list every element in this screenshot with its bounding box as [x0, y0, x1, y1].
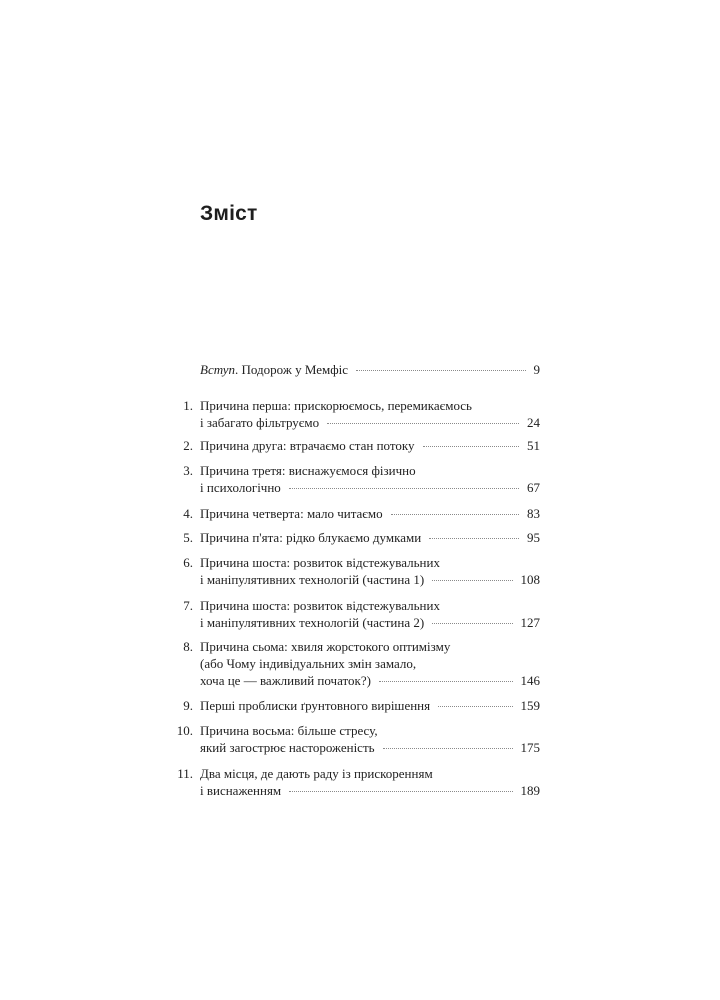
- toc-entry[interactable]: [160, 437, 540, 454]
- intro-label: Вступ: [200, 362, 236, 377]
- chapter-title-line: який загострює настороженість: [200, 740, 375, 755]
- dot-leader: [383, 748, 513, 749]
- chapter-title-line: Два місця, де дають раду із прискоренням: [200, 766, 433, 781]
- chapter-number: 10.: [176, 723, 193, 738]
- chapter-number: 2.: [183, 438, 193, 453]
- chapter-number: 5.: [183, 530, 193, 545]
- page-title: Зміст: [200, 202, 258, 225]
- intro-text: . Подорож у Мемфіс: [235, 362, 349, 377]
- chapter-number: 1.: [183, 398, 193, 413]
- chapter-number: 3.: [183, 463, 193, 478]
- chapter-title-line: (або Чому індивідуальних змін замало,: [200, 656, 417, 671]
- dot-leader: [356, 370, 525, 371]
- dot-leader: [289, 488, 519, 489]
- chapter-number: 11.: [177, 766, 193, 781]
- chapter-title-line: Причина сьома: хвиля жорстокого оптимізму: [200, 639, 451, 654]
- page-number: 95: [527, 530, 540, 545]
- chapter-title-line: Перші проблиски ґрунтовного вирішення: [200, 698, 431, 713]
- page-number: 24: [527, 415, 540, 430]
- toc-entry[interactable]: [160, 722, 540, 756]
- chapter-title-line: і маніпулятивних технологій (частина 2): [200, 615, 425, 630]
- chapter-title-line: Причина третя: виснажуємося фізично: [200, 463, 416, 478]
- chapter-number: 9.: [183, 698, 193, 713]
- dot-leader: [429, 538, 519, 539]
- dot-leader: [327, 423, 519, 424]
- dot-leader: [432, 623, 512, 624]
- chapter-title-line: Причина шоста: розвиток відстежувальних: [200, 555, 440, 570]
- toc-entry[interactable]: [160, 765, 540, 799]
- toc-entry-intro[interactable]: [160, 361, 540, 378]
- toc-entry[interactable]: [160, 638, 540, 689]
- page-number: 9: [533, 362, 540, 377]
- toc-entry[interactable]: [160, 462, 540, 496]
- chapter-number: 6.: [183, 555, 193, 570]
- page-number: 175: [520, 740, 540, 755]
- chapter-title-line: Причина п'ята: рідко блукаємо думками: [200, 530, 422, 545]
- page-number: 83: [527, 506, 540, 521]
- page-number: 127: [520, 615, 540, 630]
- toc-entry[interactable]: [160, 597, 540, 631]
- dot-leader: [289, 791, 512, 792]
- dot-leader: [379, 681, 513, 682]
- page-number: 108: [520, 572, 540, 587]
- chapter-title-line: і забагато фільтруємо: [200, 415, 320, 430]
- chapter-title-line: Причина восьма: більше стресу,: [200, 723, 378, 738]
- dot-leader: [423, 446, 519, 447]
- chapter-number: 8.: [183, 639, 193, 654]
- chapter-number: 7.: [183, 598, 193, 613]
- dot-leader: [391, 514, 519, 515]
- chapter-title-line: хоча це — важливий початок?): [200, 673, 371, 688]
- dot-leader: [438, 706, 512, 707]
- page-number: 146: [520, 673, 540, 688]
- page-number: 159: [520, 698, 540, 713]
- chapter-title-line: і психологічно: [200, 480, 281, 495]
- chapter-number: 4.: [183, 506, 193, 521]
- chapter-title-line: Причина перша: прискорюємось, перемикаємось: [200, 398, 472, 413]
- toc-entry[interactable]: [160, 554, 540, 588]
- toc-entry[interactable]: [160, 529, 540, 546]
- chapter-title-line: Причина друга: втрачаємо стан потоку: [200, 438, 415, 453]
- chapter-title-line: Причина шоста: розвиток відстежувальних: [200, 598, 440, 613]
- page-number: 67: [527, 480, 540, 495]
- page-number: 51: [527, 438, 540, 453]
- toc-entry[interactable]: [160, 697, 540, 714]
- page-number: 189: [520, 783, 540, 798]
- dot-leader: [432, 580, 512, 581]
- chapter-title-line: Причина четверта: мало читаємо: [200, 506, 383, 521]
- chapter-title-line: і виснаженням: [200, 783, 282, 798]
- toc-entry[interactable]: [160, 505, 540, 522]
- toc-entry[interactable]: [160, 397, 540, 431]
- chapter-title-line: і маніпулятивних технологій (частина 1): [200, 572, 425, 587]
